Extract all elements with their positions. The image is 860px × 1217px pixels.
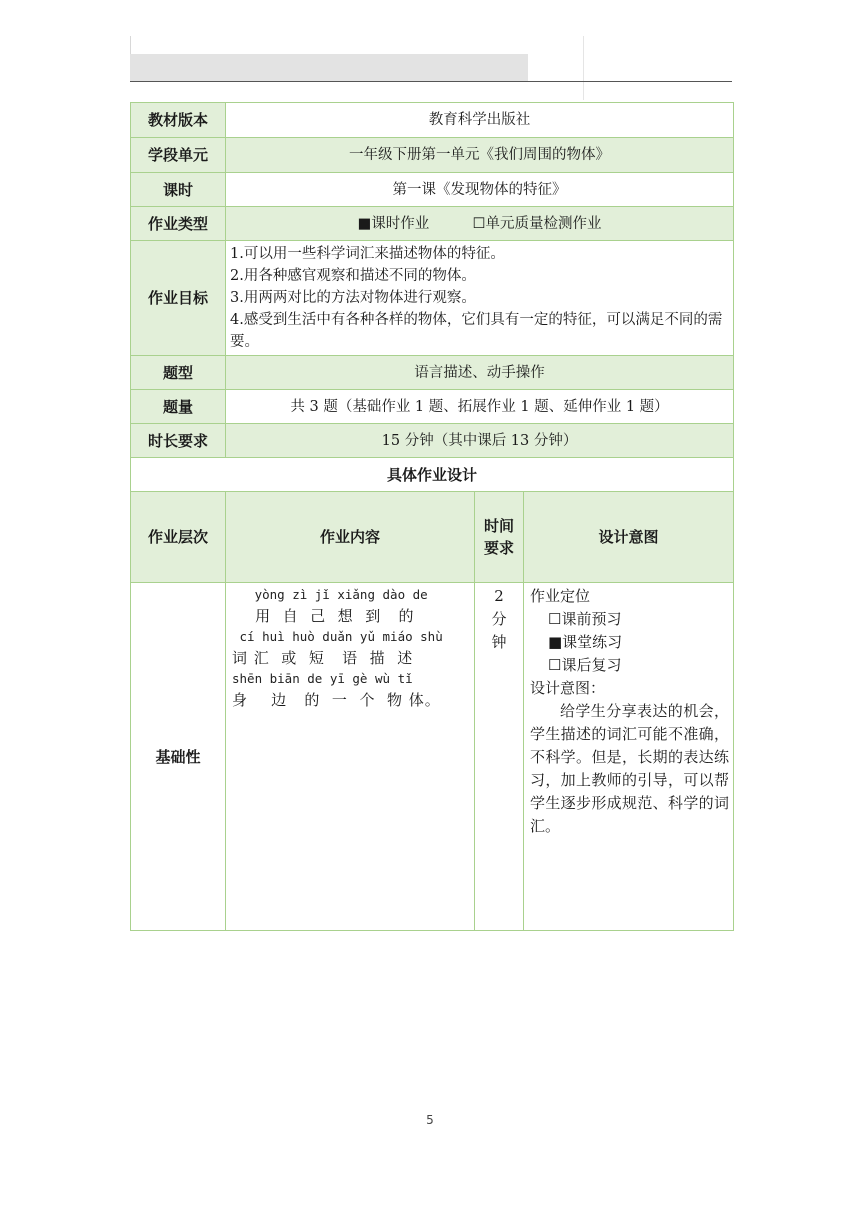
option-review: ☐课后复习	[548, 656, 622, 674]
quantity-value: 共 3 题（基础作业 1 题、拓展作业 1 题、延伸作业 1 题）	[226, 390, 734, 424]
page-number: 5	[426, 1113, 434, 1127]
basic-design	[524, 583, 734, 931]
basic-content	[226, 583, 475, 931]
pinyin-line: cí huì huò duǎn yǔ miáo shù	[232, 629, 443, 644]
basic-time	[475, 583, 524, 931]
type-value	[226, 207, 734, 241]
goals-label: 作业目标	[131, 241, 226, 356]
question-type-label: 题型	[131, 356, 226, 390]
unit-value: 一年级下册第一单元《我们周围的物体》	[226, 138, 734, 173]
goal-item: 1.可以用一些科学词汇来描述物体的特征。	[230, 246, 505, 262]
header-rule-right	[583, 36, 584, 100]
design-text: 给学生分享表达的机会，学生描述的词汇可能不准确，不科学。但是，长期的表达练习，加上教师的引导，可以帮学生逐步形成规范、科学的词汇。	[530, 702, 730, 835]
col-header-content: 作业内容	[226, 492, 475, 583]
edition-value: 教育科学出版社	[226, 103, 734, 138]
lesson-label: 课时	[131, 173, 226, 207]
col-header-time: 时间要求	[475, 492, 524, 583]
hanzi-line: 词 汇 或 短 语 描 述	[232, 649, 414, 667]
hanzi-line: 身 边 的 一 个 物 体。	[232, 691, 441, 709]
duration-label: 时长要求	[131, 424, 226, 458]
goals-list	[226, 241, 734, 356]
goal-item: 2.用各种感官观察和描述不同的物体。	[230, 268, 476, 284]
pinyin-line: yòng zì jǐ xiǎng dào de	[232, 587, 428, 602]
header-line	[130, 81, 732, 82]
unit-label: 学段单元	[131, 138, 226, 173]
hanzi-line: 用 自 己 想 到 的	[232, 607, 415, 625]
time-unit-1: 分	[491, 610, 507, 628]
quantity-label: 题量	[131, 390, 226, 424]
header-band	[130, 54, 528, 81]
col-header-design: 设计意图	[524, 492, 734, 583]
col-header-level: 作业层次	[131, 492, 226, 583]
question-type-value: 语言描述、动手操作	[226, 356, 734, 390]
time-digit: 2	[494, 587, 504, 605]
option-preview: ☐课前预习	[548, 610, 622, 628]
type-option-unit-test: ☐单元质量检测作业	[472, 215, 602, 232]
type-label: 作业类型	[131, 207, 226, 241]
level-basic: 基础性	[131, 583, 226, 931]
lesson-value: 第一课《发现物体的特征》	[226, 173, 734, 207]
section-title: 具体作业设计	[131, 458, 734, 492]
pinyin-line: shēn biān de yī gè wù tǐ	[232, 671, 413, 686]
type-option-lesson: ■课时作业	[357, 215, 430, 232]
design-title: 设计意图：	[530, 679, 606, 697]
option-classroom: ■课堂练习	[548, 633, 623, 651]
goal-item: 4.感受到生活中有各种各样的物体，它们具有一定的特征，可以满足不同的需要。	[230, 312, 723, 350]
goal-item: 3.用两两对比的方法对物体进行观察。	[230, 290, 476, 306]
positioning-title: 作业定位	[530, 587, 591, 605]
duration-value: 15 分钟（其中课后 13 分钟）	[226, 424, 734, 458]
time-unit-2: 钟	[491, 633, 507, 651]
edition-label: 教材版本	[131, 103, 226, 138]
homework-table	[130, 102, 734, 931]
